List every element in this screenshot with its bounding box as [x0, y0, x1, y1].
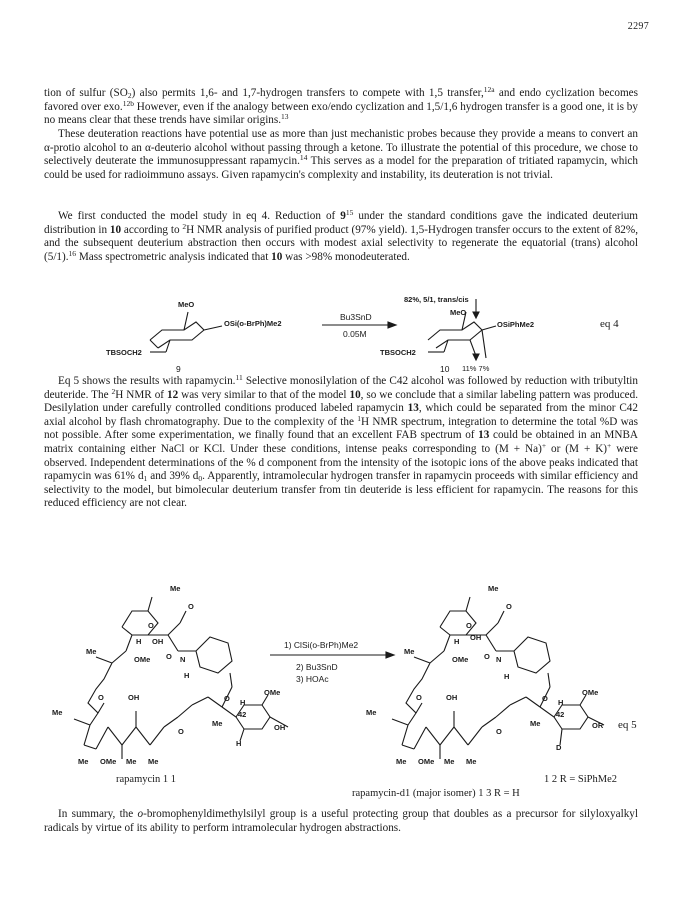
p4-run: and 39% d: [147, 470, 199, 483]
eq4-reagent: Bu3SnD: [340, 312, 372, 322]
p2-run: These deuteration reactions have potential use as more than just mechanistic probes because they provide a means to convert an α-protio alcohol to an α-deuterio alcohol without passing through a ketone. To illustrate the potential of this procedure, we chose to selectively deuterate the immunosuppressant rapamycin.: [44, 128, 638, 168]
eq4-prod-tbs: TBSOCH2: [380, 348, 416, 357]
p3-run: H NMR analysis of purified product (97% yield). 1,5-Hydrogen transfer occurs to the extent of 82%, and the subsequent deuterium abstraction then occurs with modest axial selectivity to regenerate the equatorial (trans) alcohol (5/1).: [44, 223, 639, 263]
p1-run: ) also permits 1,6- and 1,7-hydrogen transfers to compete with 1,5 transfer,: [131, 87, 484, 99]
eq5-l-o2: O: [188, 602, 194, 611]
p4-run: , so we conclude that a similar labeling pattern was produced. Desilylation under carefully controlled conditions produced labeled rapamycin: [44, 388, 639, 415]
p4-run: 10: [349, 388, 361, 401]
p4-run: H NMR of: [115, 388, 167, 401]
eq5-l-me6: Me: [126, 757, 137, 766]
p4-run: could be obtained in an MNBA matrix containing either NaCl or KCl. Under these conditions, intense peaks corresponding to (M + Na): [44, 429, 638, 455]
eq5-l-n: N: [180, 655, 186, 664]
p3-run: We first conducted the model study in eq 4. Reduction of: [58, 210, 341, 222]
eq5-left-caption: rapamycin 1 1: [116, 774, 177, 785]
eq5-r-or: OR: [592, 721, 604, 730]
equation-5-scheme: [0, 577, 679, 767]
eq4-sm-meo: MeO: [178, 300, 195, 309]
paragraph-4: [44, 375, 638, 511]
eq4-ratio-bottom: 11% 7%: [462, 364, 490, 373]
p3-run: 15: [345, 208, 354, 217]
eq5-step3: 3) HOAc: [296, 674, 329, 684]
eq5-l-h3: H: [240, 698, 246, 707]
p4-run: 13: [478, 429, 490, 442]
eq5-r-me7: Me: [466, 757, 477, 766]
eq4-prod-meo: MeO: [450, 308, 467, 317]
p4-run: 12: [166, 388, 179, 401]
eq5-l-o4: O: [224, 694, 230, 703]
p1-run: However, even if the analogy between exo/endo cyclization and 1,5/1,6 hydrogen transfer is a good one, it is by no means clear that these trends have similar origins.: [44, 100, 638, 127]
eq5-r-o4: O: [542, 694, 548, 703]
eq4-label: eq 4: [600, 318, 619, 330]
p4-run: Selective monosilylation of the C42 alcohol was followed by reduction with tributyltin deuteride. The: [44, 375, 639, 401]
eq5-l-me5: Me: [78, 757, 89, 766]
eq5-r-me5: Me: [396, 757, 407, 766]
eq5-r-me3: Me: [366, 708, 377, 717]
eq5-r-me2: Me: [404, 647, 415, 656]
p2-run: This serves as a model for the preparation of tritiated rapamycin, which could be used for radioimmuno assays. Given rapamycin's complexity and instability, its deuteration is not trivial.: [44, 155, 638, 181]
p3-run: Mass spectrometric analysis indicated that: [76, 250, 272, 263]
eq4-prod-osi: OSiPhMe2: [497, 320, 535, 329]
eq5-l-h4: H: [236, 739, 242, 748]
eq4-prod-label: 10: [440, 364, 450, 374]
eq5-l-ome1: OMe: [134, 655, 151, 664]
eq5-r-o1: O: [466, 621, 472, 630]
eq5-r-n: N: [496, 655, 502, 664]
eq5-r-d: D: [556, 743, 562, 752]
eq4-ratio-top: 82%, 5/1, trans/cis: [404, 295, 469, 304]
p3-run: 10: [271, 250, 283, 263]
eq5-label: eq 5: [618, 719, 637, 731]
eq5-l-o1: O: [148, 621, 154, 630]
eq4-conc: 0.05M: [343, 329, 367, 339]
p3-run: 10: [109, 223, 122, 236]
p4-run: , which could be separated from the minor C42 axial alcohol by flash chromatography. Due to the complexity of the: [44, 402, 638, 428]
eq5-r-h2: H: [504, 672, 510, 681]
eq5-r-h: H: [454, 637, 460, 646]
eq5-l-oh2: OH: [128, 693, 140, 702]
p3-run: 2: [182, 221, 187, 231]
eq5-l-c42: 42: [238, 710, 247, 719]
eq5-r-oh2: OH: [446, 693, 458, 702]
eq5-right-caption-1: 1 2 R = SiPhMe2: [544, 774, 618, 785]
p3-run: under the standard conditions gave the indicated deuterium distribution in: [44, 210, 638, 236]
paragraph-3: [44, 210, 638, 264]
p2-run: 14: [299, 153, 308, 163]
p4-run: 2: [111, 386, 116, 396]
eq5-right-caption-2: rapamycin-d1 (major isomer) 1 3 R = H: [352, 788, 520, 799]
p4-run: were observed. Independent determinations of the % d component from the intensity of the isotopic ions of the above peaks indicated that rapamycin was 61% d: [44, 442, 638, 483]
equation-4-scheme: [0, 296, 679, 376]
p3-run: 16: [68, 248, 77, 258]
eq4-sm-osi: OSi(o-BrPh)Me2: [224, 319, 282, 328]
eq5-r-c42: 42: [556, 710, 565, 719]
p4-run: 13: [407, 402, 419, 415]
eq5-r-o2: O: [506, 602, 512, 611]
eq5-r-ome3: OMe: [418, 757, 435, 766]
p1-run: 12a: [483, 85, 495, 94]
page-number: 2297: [627, 21, 649, 32]
paragraph-1: [44, 87, 638, 128]
p4-run: 1: [143, 474, 148, 484]
p4-run: was very similar to that of the model: [178, 388, 350, 401]
eq5-r-o3: O: [484, 652, 490, 661]
eq5-l-me2: Me: [86, 647, 97, 656]
eq5-l-h: H: [136, 637, 142, 646]
eq5-l-ome2: OMe: [264, 688, 281, 697]
paragraph-2: [44, 128, 638, 182]
p4-run: H NMR spectrum, integration to determine the total %D was not possible. After some experimentation, we finally found that an excellent FAB spectrum of: [44, 415, 638, 442]
eq4-sm-label: 9: [176, 364, 181, 374]
eq5-r-me6: Me: [444, 757, 455, 766]
p5-run: o: [137, 808, 144, 820]
p1-run: and endo cyclization becomes favored over exo.: [44, 87, 638, 113]
eq5-l-me4: Me: [212, 719, 223, 728]
eq5-r-oh1: OH: [470, 633, 482, 642]
eq5-l-me7: Me: [148, 757, 159, 766]
eq5-r-ome1: OMe: [452, 655, 469, 664]
eq5-l-me3: Me: [52, 708, 63, 717]
eq5-r-me1: Me: [488, 584, 499, 593]
p1-run: 2: [127, 91, 132, 100]
eq5-step1: 1) ClSi(o-BrPh)Me2: [284, 640, 359, 650]
eq5-l-o5: O: [98, 693, 104, 702]
p4-run: 1: [357, 413, 361, 423]
eq5-l-ome3: OMe: [100, 757, 117, 766]
eq5-r-me4: Me: [530, 719, 541, 728]
p1-run: 12b: [122, 98, 134, 108]
p4-run: Eq 5 shows the results with rapamycin.: [58, 375, 236, 387]
eq5-l-o3: O: [166, 652, 172, 661]
p4-run: 11: [235, 373, 243, 382]
p1-run: tion of sulfur (SO: [44, 87, 128, 99]
eq5-r-o6: O: [496, 727, 502, 736]
p5-run: In summary, the: [58, 808, 138, 820]
p4-run: 0: [198, 474, 203, 484]
p5-run: -bromophenyldimethylsilyl group is a useful protecting group that doubles as a precursor for silyloxyalkyl radicals by virtue of its ability to perform intramolecular hydrogen abstractions.: [44, 808, 638, 834]
paragraph-5: [44, 808, 638, 835]
eq5-l-oh1: OH: [152, 637, 164, 646]
p3-run: was >98% monodeuterated.: [282, 250, 410, 263]
eq5-l-h2: H: [184, 671, 190, 680]
p4-run: . Apparently, intramolecular hydrogen transfer in rapamycin proceeds with similar efficiency and selectivity to the model, but bimolecular deuterium transfer from tin deuteride is less efficient for rapamycin. The reasons for this reduced efficiency are not clear.: [44, 470, 638, 510]
eq5-l-o6: O: [178, 727, 184, 736]
p1-run: 13: [281, 112, 289, 122]
p3-run: 9: [340, 210, 346, 222]
eq5-l-me1: Me: [170, 584, 181, 593]
eq5-l-oh3: OH: [274, 723, 286, 732]
p4-run: +: [607, 440, 612, 450]
p3-run: according to: [121, 223, 183, 236]
eq4-sm-tbs: TBSOCH2: [106, 348, 142, 357]
eq5-structures: [0, 577, 679, 767]
p4-run: or (M + K): [546, 442, 608, 455]
eq5-r-o5: O: [416, 693, 422, 702]
eq5-r-h3: H: [558, 698, 564, 707]
p4-run: +: [541, 440, 547, 450]
eq5-r-ome2: OMe: [582, 688, 599, 697]
eq5-step2: 2) Bu3SnD: [296, 662, 338, 672]
eq4-structures: [0, 296, 679, 376]
